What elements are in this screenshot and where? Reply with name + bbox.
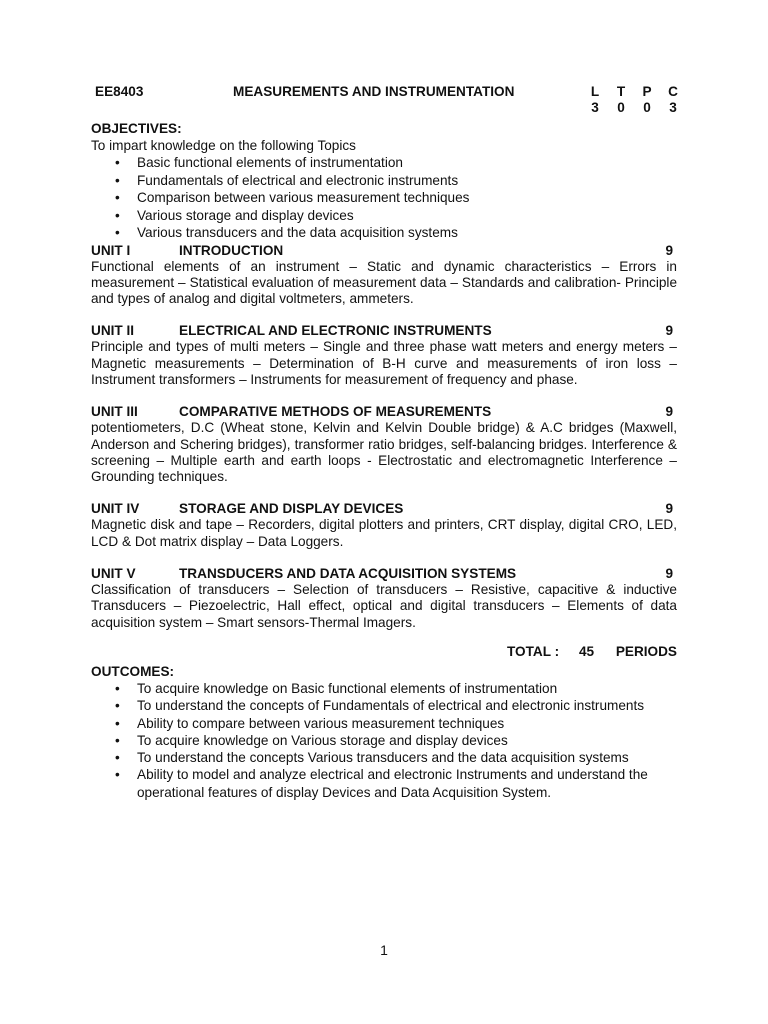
unit-number: UNIT III [91,404,138,420]
unit-heading [91,403,677,420]
ltpc-value: 3 [591,100,599,115]
unit-number: UNIT I [91,242,131,258]
list-item: • Ability to model and analyze electrical and electronic Instruments and understand the operational features of display Devices and Data Acquisition System. [115,767,648,800]
list-item: • Ability to compare between various measurement techniques [115,715,505,731]
outcomes-section [91,663,677,801]
unit-title: ELECTRICAL AND ELECTRONIC INSTRUMENTS [179,323,492,339]
list-item: • Various storage and display devices [115,207,354,223]
bullet-icon: • [115,207,120,223]
objectives-intro: To impart knowledge on the following Topics [91,138,356,153]
bullet-icon: • [115,155,120,170]
bullet-icon: • [115,172,120,188]
unit-hours: 9 [665,404,673,420]
ltpc-label: T [616,84,626,99]
total-label: TOTAL : [507,643,560,659]
unit-heading [91,242,677,259]
unit-hours: 9 [665,323,673,339]
unit-number: UNIT IV [91,501,140,517]
unit-number: UNIT V [91,566,136,582]
list-item: • To understand the concepts of Fundamentals of electrical and electronic instruments [115,698,645,714]
unit-block [91,403,677,485]
ltpc-label: C [668,84,678,99]
unit-title: COMPARATIVE METHODS OF MEASUREMENTS [179,404,492,420]
bullet-icon: • [115,750,120,766]
outcomes-list [91,680,677,801]
unit-block [91,500,677,550]
unit-title: STORAGE AND DISPLAY DEVICES [179,501,404,517]
bullet-icon: • [115,190,120,205]
unit-hours: 9 [665,242,673,258]
objectives-list [91,154,677,242]
syllabus-page [91,84,677,801]
list-item: • Various transducers and the data acquisition systems [115,225,458,240]
ltpc-value: 3 [669,100,677,115]
list-item: • Comparison between various measurement techniques [115,190,470,205]
unit-heading [91,500,677,517]
bullet-icon: • [115,698,120,714]
unit-hours: 9 [665,501,673,517]
bullet-icon: • [115,680,120,696]
units-section [91,242,677,631]
list-item: • Fundamentals of electrical and electronic instruments [115,172,459,188]
unit-block [91,322,677,388]
page-number: 1 [380,942,388,958]
bullet-icon: • [115,715,120,731]
list-item: • To acquire knowledge on Various storage and display devices [115,732,508,748]
outcomes-heading: OUTCOMES: [91,663,175,679]
list-item: • To understand the concepts Various transducers and the data acquisition systems [115,750,629,766]
list-item: • Basic functional elements of instrumentation [115,155,403,170]
list-item: • To acquire knowledge on Basic functional elements of instrumentation [115,680,558,696]
course-code: EE8403 [95,84,144,99]
unit-description: Functional elements of an instrument – Static and dynamic characteristics – Errors in measurement – Statistical evaluation of measurement data – Standards and calibration- Principle and types of analog and digital voltmeters, ammeters. [91,258,677,307]
unit-heading [91,322,677,339]
bullet-icon: • [115,225,120,240]
unit-heading [91,565,677,582]
course-title: MEASUREMENTS AND INSTRUMENTATION [233,84,515,99]
ltpc-value: 0 [643,100,651,115]
ltpc-label: P [642,84,652,99]
bullet-icon: • [115,732,120,748]
total-unit: PERIODS [615,643,677,659]
course-header [91,84,677,118]
unit-hours: 9 [665,566,673,582]
unit-description: Magnetic disk and tape – Recorders, digital plotters and printers, CRT display, digital CRO, LED, LCD & Dot matrix display – Data Loggers. [91,517,677,549]
unit-title: TRANSDUCERS AND DATA ACQUISITION SYSTEMS [179,566,517,582]
unit-description: Classification of transducers – Selection of transducers – Resistive, capacitive & inductive Transducers – Piezoelectric, Hall effect, optical and digital transducers – Elements of data acquisition system – Smart sensors-Thermal Imagers. [91,582,677,630]
ltpc-value: 0 [617,100,625,115]
ltpc-values [589,100,679,116]
unit-title: INTRODUCTION [179,242,284,258]
ltpc-table [589,84,679,116]
total-periods [91,643,677,661]
objectives-section [91,120,677,242]
unit-description: Principle and types of multi meters – Single and three phase watt meters and energy meters – Magnetic measurements – Determination of B-H curve and measurements of iron loss – Instrument transformers – Instruments for measurement of frequency and phase. [91,339,677,387]
unit-number: UNIT II [91,323,135,339]
unit-description: potentiometers, D.C (Wheat stone, Kelvin and Kelvin Double bridge) & A.C bridges (Maxwell, Anderson and Schering bridges), transformer ratio bridges, self-balancing bridges. Interference & screening – Multiple earth and earth loops - Electrostatic and electromagnetic Interference – Grounding techniques. [91,420,677,485]
objectives-heading: OBJECTIVES: [91,121,182,136]
total-value: 45 [579,643,595,659]
ltpc-label: L [590,84,600,99]
unit-block [91,242,677,308]
unit-block [91,565,677,631]
ltpc-labels [589,84,679,100]
bullet-icon: • [115,767,120,783]
